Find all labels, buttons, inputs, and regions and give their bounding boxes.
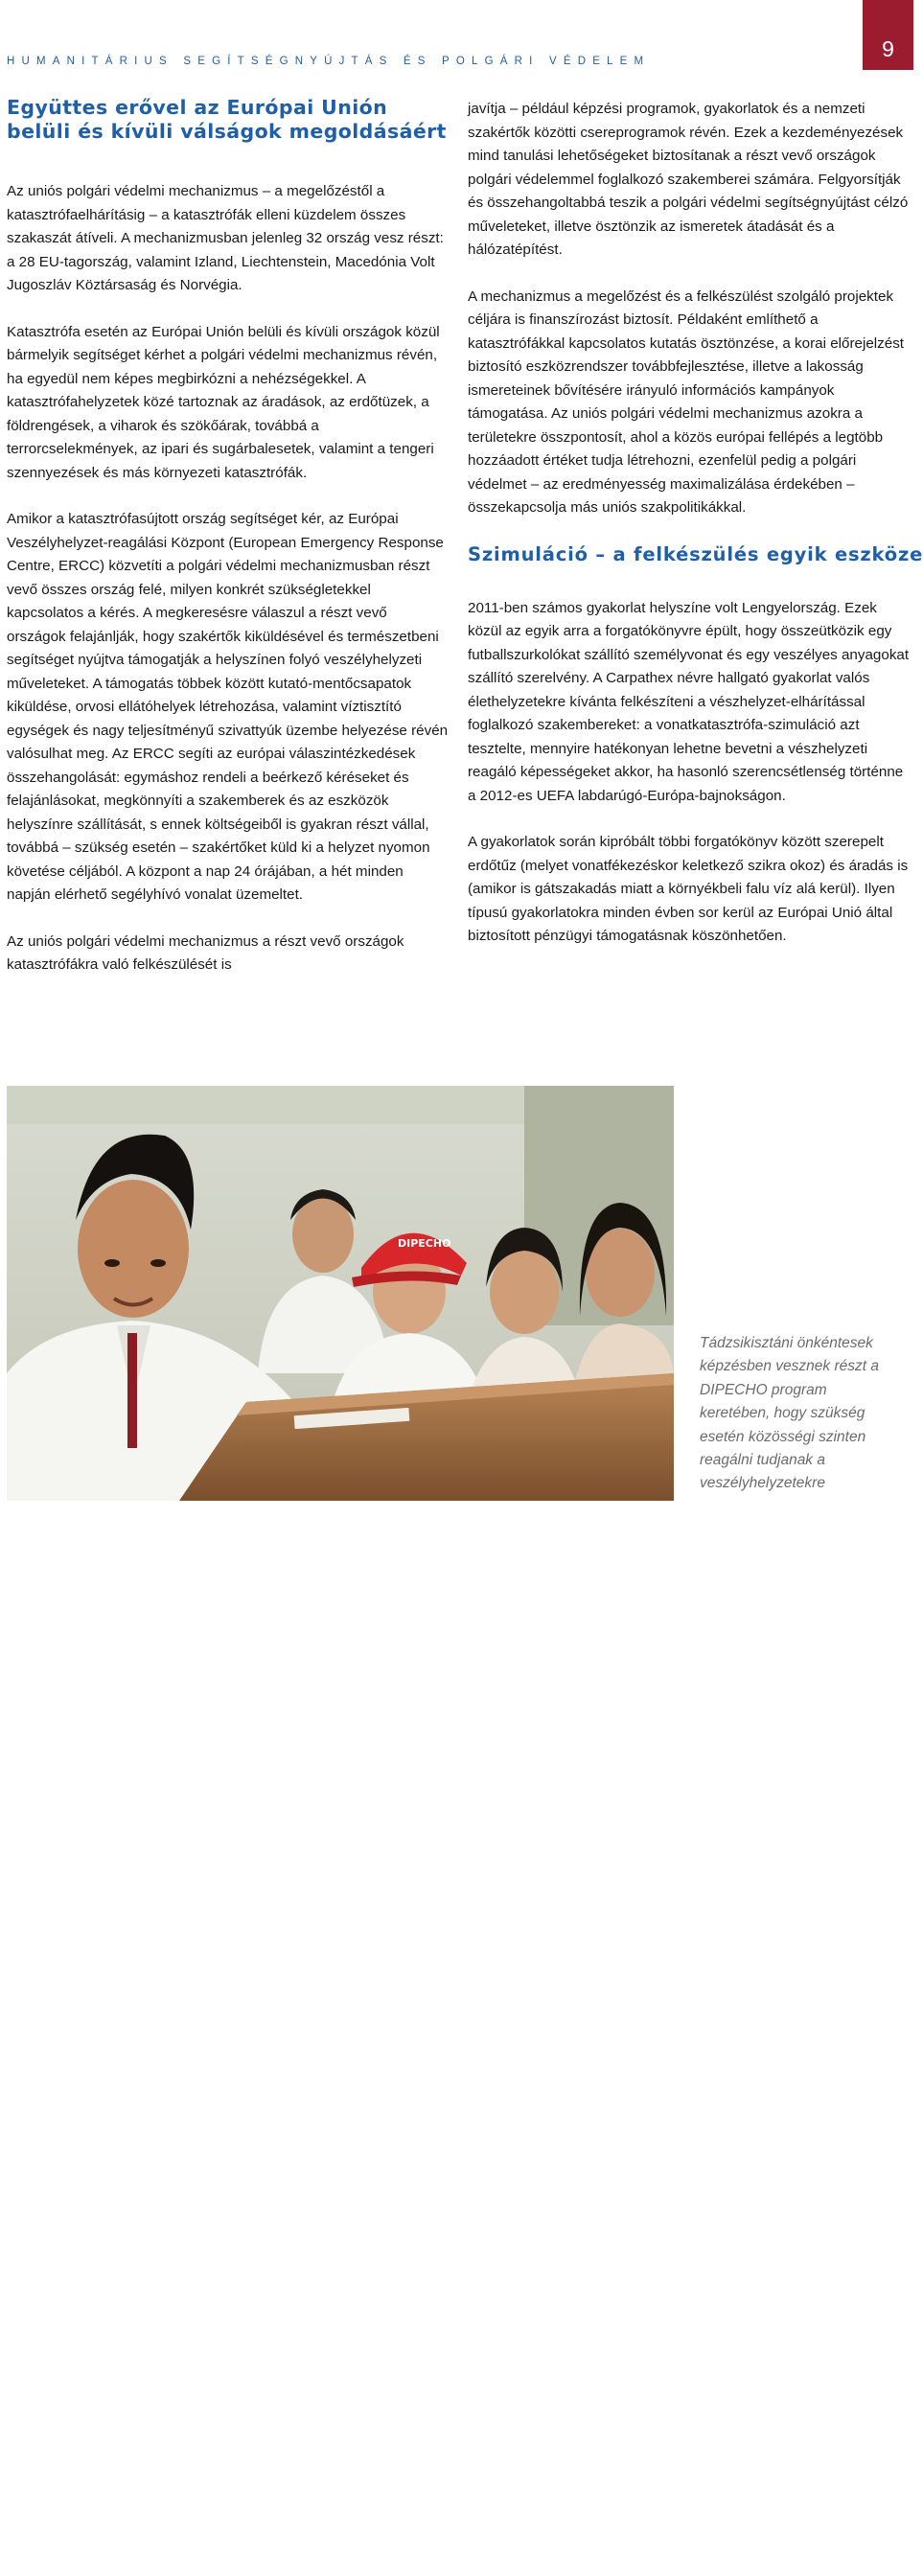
classroom-photo [7, 1086, 674, 2576]
paragraph: Az uniós polgári védelmi mechanizmus a részt vevő országok katasztrófákra való felkészülését is [7, 932, 404, 973]
paragraph: Katasztrófa esetén az Európai Unión belüli és kívüli országok közül bármelyik segítséget kérhet a polgári védelmi mechanizmus révén, ha egyedül nem képes megbirkózni a nehézségekkel. A katasztrófahelyzetek közé tartoznak az áradások, az erdőtüzek, a földrengések, a viharok és szökőárak, továbbá a terrorcselekmények, az ipari és sugárbalesetek, valamint a tengeri szennyezések és más környezeti katasztrófák. [7, 323, 440, 481]
paragraph: A mechanizmus a megelőzést és a felkészülést szolgáló projektek céljára is finanszírozást biztosít. Példaként említhető a katasztrófákkal kapcsolatos kutatás ösztönzése, a korai előrejelzést biztosító eszközrendszer továbbfejlesztése, illetve a lakosság ismereteinek bővítésére irányuló információs kampányok támogatása. Az uniós polgári védelmi mechanizmus azokra a területekre összpontosít, ahol a közös európai fellépés a legtöbb hozzáadott értéket tudja létrehozni, ezenfelül pedig a polgári védelmet – az eredményesség maximalizálása érdekében – összekapcsolja más uniós szakpolitikákkal. [468, 288, 905, 516]
paragraph: javítja – például képzési programok, gyakorlatok és a nemzeti szakértők közötti csereprogramok révén. Ezek a kezdeményezések mind tanulási lehetőségeket biztosítanak a részt vevő országok polgári védelemmel foglalkozó szakemberei számára. Felgyorsítják és összehangoltabbá teszik a polgári védelmi segítségnyújtást célzó műveleteket, illetve ösztönzik az ismeretek átadását és a hálózatépítést. [468, 101, 909, 258]
left-column [7, 96, 450, 1000]
running-header: HUMANITÁRIUS SEGÍTSÉGNYÚJTÁS ÉS POLGÁRI VÉDELEM [7, 56, 651, 67]
paragraph: 2011-ben számos gyakorlat helyszíne volt Lengyelország. Ezek közül az egyik arra a forgatókönyvre épült, hogy összeütközik egy futballszurkolókat szállító személyvonat és egy veszélyes anyagokat szállító szerelvény. A Carpathex névre hallgató gyakorlat valós élethelyzetekre kívánta felkészíteni a vészhelyzet-elhárítással foglalkozó szakembereket: a vonatkatasztrófa-szimuláció azt tesztelte, mennyire hatékonyan lehetne bevetni a vészhelyzeti reagáló képességeket akkor, ha hasonló szerencsétlenség történne a 2012-es UEFA labdarúgó-Európa-bajnokságon. [468, 599, 910, 804]
paragraph: A gyakorlatok során kipróbált többi forgatókönyv között szerepelt erdőtűz (melyet vonatfékezéskor keletkező szikra okoz) és áradás is (amikor is gátszakadás miatt a környékbeli falu víz alá kerül). Ilyen típusú gyakorlatokra minden évben sor kerül az Európai Unió által biztosított pénzügyi támogatásnak köszönhetően. [468, 834, 909, 944]
section-heading: Együttes erővel az Európai Unión belüli és kívüli válságok megoldásáért [7, 96, 447, 143]
page-number: 9 [882, 36, 894, 61]
photo-credit: © Európai Unió [18, 2497, 32, 2576]
photo-caption: Tádzsikisztáni önkéntesek képzésben vesznek részt a DIPECHO program keretében, hogy szükség esetén közösségi szinten reagálni tudjanak a veszélyhelyzetekre [700, 1335, 879, 1492]
cap-logo-text: DIPECHO [398, 1237, 451, 1250]
classroom-photo-illustration [7, 1086, 674, 1501]
paragraph: Amikor a katasztrófasújtott ország segítséget kér, az Európai Veszélyhelyzet-reagálási Központ (European Emergency Response Centre, ERCC) közvetíti a polgári védelmi mechanizmusban részt vevő összes ország felé, milyen konkrét szükségletekkel kapcsolatos a kérés. A megkeresésre válaszul a részt vevő országok felajánlják, hogy szakértők kiküldésével és természetbeni segítséget nyújtva támogatják a helyszínen folyó veszélyhelyzeti műveleteket. A támogatás többek között kutató-mentőcsapatok kiküldése, orvosi ellátóhelyek létrehozása, valamint víztisztító egységek és nagy teljesítményű szivattyúk üzembe helyezése révén valósulhat meg. Az ERCC segíti az európai válaszintézkedések összehangolását: egymáshoz rendeli a beérkező kéréseket és felajánlásokat, megkönnyíti a szakemberek és az eszközök helyszínre szállítását, s ennek költségeiből is gyakran részt vállal, továbbá – szükség esetén – szakértőket küld ki a helyzet nyomon követése céljából. A központ a nap 24 órájában, a hét minden napján elérhető segélyhívó vonalat üzemeltet. [7, 511, 449, 903]
page-number-tab [863, 0, 913, 70]
paragraph: Az uniós polgári védelmi mechanizmus – a megelőzéstől a katasztrófaelhárításig – a katasztrófák elleni küzdelem összes szakaszát átíveli. A mechanizmusban jelenleg 32 ország vesz részt: a 28 EU-tagország, valamint Izland, Liechtenstein, Macedónia Volt Jugoszláv Köztársaság és Norvégia. [7, 183, 444, 293]
right-column [468, 98, 923, 972]
subheading: Szimuláció – a felkészülés egyik eszköze [468, 542, 923, 565]
